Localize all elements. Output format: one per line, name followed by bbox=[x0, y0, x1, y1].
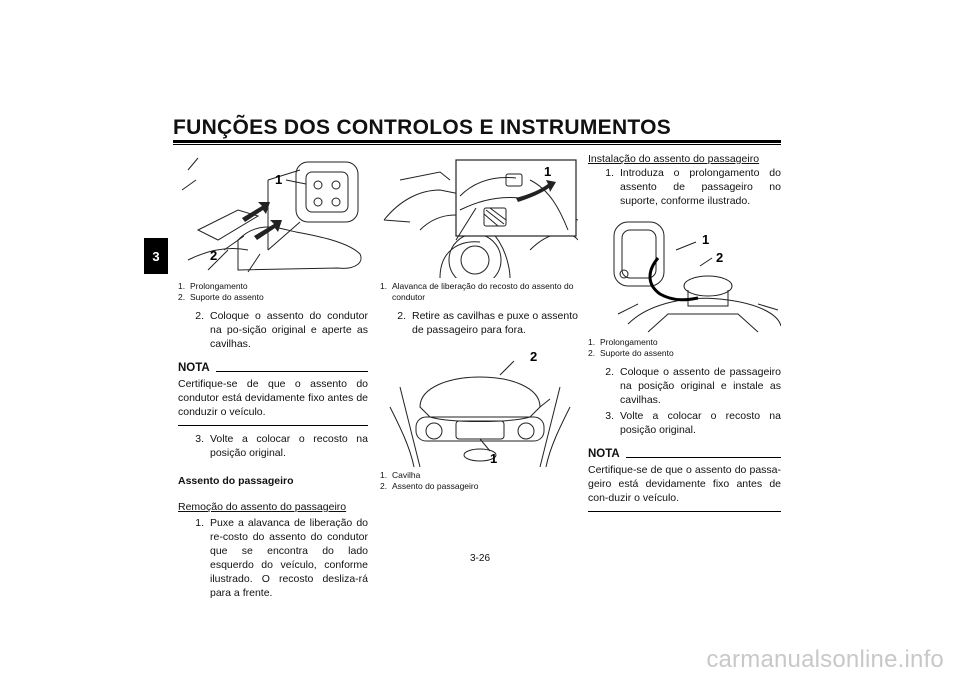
subsection-heading: Remoção do assento do passageiro bbox=[178, 501, 347, 513]
step-item bbox=[380, 309, 578, 337]
step-number: 2. bbox=[195, 310, 204, 322]
page-number: 3-26 bbox=[469, 553, 490, 564]
note-text: Certifique-se de que o assento do condutor está devidamente fixo antes de conduzir o veículo. bbox=[178, 378, 368, 418]
figure-caption bbox=[380, 281, 578, 303]
step-number: 1. bbox=[195, 517, 204, 529]
seat-extension-illustration bbox=[178, 150, 368, 278]
caption-num: 1. bbox=[380, 470, 388, 480]
header-rule-thin bbox=[173, 144, 781, 145]
passenger-seat-illustration bbox=[380, 347, 578, 467]
caption-text: Alavanca de liberação do recosto do assento do condutor bbox=[392, 281, 574, 302]
note-end-rule bbox=[588, 511, 781, 512]
step-number: 3. bbox=[195, 433, 204, 445]
caption-num: 2. bbox=[380, 481, 388, 491]
caption-num: 2. bbox=[178, 292, 186, 302]
caption-num: 1. bbox=[380, 281, 388, 291]
figure-passenger-seat bbox=[380, 347, 578, 467]
step-item bbox=[178, 309, 368, 351]
figure-label: 1 bbox=[490, 451, 498, 466]
caption-text: Suporte do assento bbox=[190, 292, 264, 302]
caption-text: Prolongamento bbox=[190, 281, 248, 291]
step-text: Puxe a alavanca de liberação do re-costo do assento do condutor que se encontra do lado esquerdo do veículo, conforme ilustrado. O recosto desliza-rá para a frente. bbox=[210, 517, 368, 599]
caption-text: Suporte do assento bbox=[600, 348, 674, 358]
step-text: Volte a colocar o recosto na posição original. bbox=[620, 410, 781, 436]
step-number: 1. bbox=[605, 167, 614, 179]
figure-seat-install bbox=[588, 214, 781, 334]
note-text: Certifique-se de que o assento do passa-geiro está devidamente fixo antes de con-duzir o veículo. bbox=[588, 464, 781, 504]
section-heading: Assento do passageiro bbox=[178, 475, 294, 487]
seat-install-illustration bbox=[588, 214, 781, 334]
step-text: Coloque o assento de passageiro na posição original e instale as cavilhas. bbox=[620, 366, 781, 406]
caption-num: 1. bbox=[588, 337, 596, 347]
figure-label: 1 bbox=[275, 172, 283, 187]
figure-caption bbox=[178, 281, 368, 303]
step-number: 2. bbox=[605, 366, 614, 378]
caption-num: 1. bbox=[178, 281, 186, 291]
figure-label: 2 bbox=[530, 349, 538, 364]
figure-label: 1 bbox=[702, 232, 710, 247]
column-right bbox=[588, 150, 781, 512]
figure-label: 2 bbox=[210, 248, 218, 263]
note-heading bbox=[178, 361, 368, 375]
caption-text: Cavilha bbox=[392, 470, 421, 480]
backrest-lever-illustration bbox=[380, 150, 578, 278]
step-text: Introduza o prolongamento do assento de passageiro no suporte, conforme ilustrado. bbox=[620, 167, 781, 207]
page-title: FUNÇÕES DOS CONTROLOS E INSTRUMENTOS bbox=[173, 116, 672, 139]
caption-num: 2. bbox=[588, 348, 596, 358]
step-number: 3. bbox=[605, 410, 614, 422]
header-rule bbox=[173, 140, 781, 143]
figure-label: 1 bbox=[544, 164, 552, 179]
step-text: Volte a colocar o recosto na posição original. bbox=[210, 433, 368, 459]
caption-text: Prolongamento bbox=[600, 337, 658, 347]
step-number: 2. bbox=[397, 310, 406, 322]
figure-backrest-lever bbox=[380, 150, 578, 278]
subsection-heading: Instalação do assento do passageiro bbox=[588, 153, 760, 165]
caption-text: Assento do passageiro bbox=[392, 481, 479, 491]
figure-seat-extension bbox=[178, 150, 368, 278]
note-end-rule bbox=[178, 425, 368, 426]
chapter-tab: 3 bbox=[144, 238, 168, 274]
step-text: Coloque o assento do condutor na po-sição original e aperte as cavilhas. bbox=[210, 310, 368, 350]
column-middle bbox=[380, 150, 578, 492]
step-text: Retire as cavilhas e puxe o assento de passageiro para fora. bbox=[412, 310, 578, 336]
step-item bbox=[588, 166, 781, 208]
step-item bbox=[178, 432, 368, 460]
figure-label: 2 bbox=[716, 250, 724, 265]
figure-caption bbox=[380, 470, 578, 492]
note-heading bbox=[588, 447, 781, 461]
note-title: NOTA bbox=[178, 362, 210, 374]
note-title: NOTA bbox=[588, 448, 620, 460]
step-item bbox=[588, 365, 781, 407]
figure-caption bbox=[588, 337, 781, 359]
watermark: carmanualsonline.info bbox=[706, 646, 944, 673]
step-item bbox=[588, 409, 781, 437]
column-left bbox=[178, 150, 368, 600]
